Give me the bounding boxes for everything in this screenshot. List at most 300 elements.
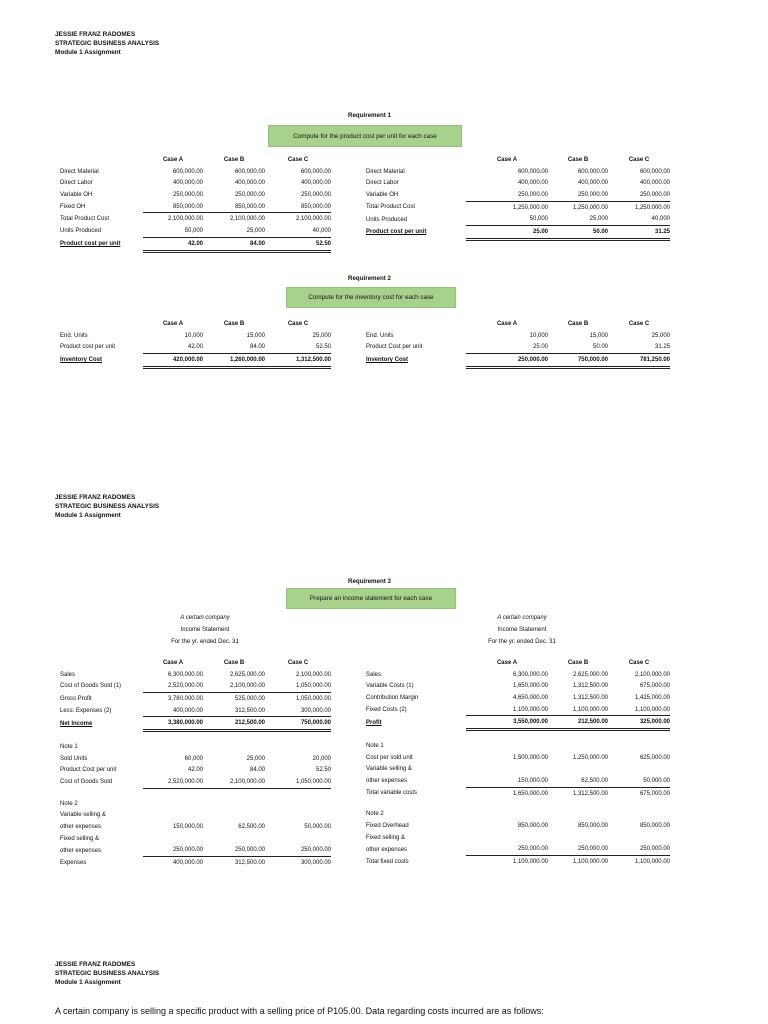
row-value: 3,780,000.00 (167, 695, 203, 702)
row-value: 600,000.00 (577, 168, 608, 175)
case-header-row (60, 657, 331, 669)
table-row (366, 856, 670, 868)
table-row (60, 753, 331, 765)
case-header: Case A (496, 320, 518, 327)
table-row (366, 166, 670, 178)
row-value: 1,250,000.00 (512, 204, 548, 211)
row-label: Direct Material (366, 168, 405, 175)
row-value (608, 809, 670, 821)
row-value: 62,500.00 (548, 775, 608, 787)
req1-title: Requirement 1 (348, 112, 391, 119)
row-value: 250,000.00 (172, 191, 203, 198)
row-value: 150,000.00 (466, 775, 548, 787)
row-value (143, 741, 203, 753)
req2-right-table (366, 318, 670, 369)
row-value: 1,250,000.00 (572, 204, 608, 211)
row-value: 84.00 (203, 237, 265, 251)
table-row (60, 833, 331, 845)
row-value: 600,000.00 (517, 168, 548, 175)
row-value (265, 731, 331, 742)
row-value: 250,000.00 (548, 189, 608, 201)
row-value: 2,520,000.00 (143, 776, 203, 788)
case-header: Case B (567, 659, 589, 666)
row-value (203, 731, 265, 742)
row-value: 250,000.00 (234, 191, 265, 198)
row-value (265, 741, 331, 753)
row-value (608, 800, 670, 809)
case-header-row (366, 318, 670, 330)
row-value: 50,000 (466, 213, 548, 225)
row-value: 1,050,000.00 (295, 695, 331, 702)
assignment-title: Module 1 Assignment (55, 49, 121, 56)
case-header: Case C (287, 156, 309, 163)
table-row (366, 177, 670, 189)
row-value: 52.50 (265, 341, 331, 353)
row-value (548, 730, 608, 741)
row-value (203, 741, 265, 753)
row-value: 750,000.00 (548, 354, 608, 368)
table-row (60, 354, 331, 368)
row-label: Note 2 (366, 811, 384, 818)
row-value (265, 798, 331, 810)
case-header: Case C (628, 156, 650, 163)
row-value: 400,000.00 (517, 180, 548, 187)
table-row (60, 225, 331, 237)
row-value: 600,000.00 (234, 168, 265, 175)
row-value (143, 788, 203, 798)
row-value: 2,100,000.00 (295, 216, 331, 223)
row-value: 40,000 (265, 225, 331, 237)
company-name: A certain company (180, 615, 230, 621)
assignment-title: Module 1 Assignment (55, 979, 121, 986)
row-label: Fixed selling & (366, 834, 406, 841)
row-label: End. Units (60, 332, 88, 339)
row-label: Expenses (60, 859, 87, 866)
case-header: Case A (162, 659, 184, 666)
table-row (366, 226, 670, 240)
table-row (60, 788, 331, 798)
row-value: 1,650,000.00 (512, 683, 548, 690)
row-value: 3,380,000.00 (143, 717, 203, 731)
case-header: Case C (287, 659, 309, 666)
table-row (60, 821, 331, 833)
row-value: 250,000.00 (608, 844, 670, 856)
statement-period: For the yr. ended Dec. 31 (488, 639, 556, 645)
row-value (265, 833, 331, 845)
table-row (60, 717, 331, 731)
row-value: 15,000 (246, 332, 265, 339)
row-value: 1,050,000.00 (265, 776, 331, 788)
row-value: 25.00 (466, 226, 548, 240)
row-value (143, 798, 203, 810)
table-row (60, 237, 331, 251)
table-row (366, 809, 670, 821)
row-value: 2,100,000.00 (634, 671, 670, 678)
req3-title: Requirement 3 (348, 578, 391, 585)
row-label: Sales (60, 671, 76, 678)
row-value (608, 764, 670, 776)
statement-title: Income Statement (180, 627, 230, 633)
case-header: Case A (162, 156, 184, 163)
row-value: 25,000 (246, 755, 265, 762)
row-value: 400,000.00 (639, 180, 670, 187)
row-label: Fixed OH (60, 203, 86, 210)
row-value: 600,000.00 (172, 168, 203, 175)
row-value: 212,500.00 (548, 716, 608, 730)
row-value: 300,000.00 (265, 705, 331, 717)
row-value: 1,250,000.00 (572, 754, 608, 761)
row-value: 1,650,000.00 (512, 790, 548, 797)
table-row (60, 693, 331, 705)
row-label: Inventory Cost (366, 357, 409, 364)
row-value: 400,000.00 (577, 180, 608, 187)
case-header: Case C (628, 320, 650, 327)
req3-left-table (60, 657, 331, 869)
row-value: 50.00 (548, 341, 608, 353)
row-value: 15,000 (589, 332, 608, 339)
row-value: 1,100,000.00 (466, 704, 548, 716)
row-value: 850,000.00 (265, 201, 331, 213)
row-value: 2,520,000.00 (143, 680, 203, 692)
row-value (548, 800, 608, 809)
row-value (203, 810, 265, 822)
row-value: 60,000 (184, 755, 203, 762)
row-label: Sold Units (60, 755, 88, 762)
row-value: 62,500.00 (238, 824, 265, 831)
row-value: 250,000.00 (608, 189, 670, 201)
row-label: Product cost per unit (366, 229, 427, 236)
course-title: STRATEGIC BUSINESS ANALYSIS (55, 503, 160, 510)
row-label: other expenses (366, 778, 408, 785)
row-value: 50,000 (143, 225, 203, 237)
row-value: 1,250,000.00 (634, 204, 670, 211)
table-row (366, 692, 670, 704)
row-value: 675,000.00 (639, 683, 670, 690)
row-value: 675,000.00 (639, 790, 670, 797)
row-value (143, 810, 203, 822)
row-value: 2,625,000.00 (229, 671, 265, 678)
row-value: 250,000.00 (143, 845, 203, 857)
row-label (60, 788, 143, 798)
row-label: Variable OH (60, 191, 93, 198)
case-header-row (60, 318, 331, 330)
table-row (60, 810, 331, 822)
row-value (203, 788, 265, 798)
table-row (60, 741, 331, 753)
row-value: 84.00 (203, 341, 265, 353)
row-value: 850,000.00 (517, 823, 548, 830)
table-row (366, 844, 670, 856)
table-row (60, 166, 331, 178)
row-label: Inventory Cost (60, 357, 103, 364)
row-value: 250,000.00 (466, 354, 548, 368)
row-value: 25,000 (651, 332, 670, 339)
row-value: 20,000 (312, 755, 331, 762)
row-value: 600,000.00 (639, 168, 670, 175)
left-statement-heading (150, 612, 260, 648)
row-label (366, 730, 466, 741)
case-header: Case A (496, 659, 518, 666)
page-header-3 (55, 960, 159, 987)
table-row (366, 832, 670, 844)
case-header: Case B (567, 320, 589, 327)
row-value: 1,100,000.00 (634, 859, 670, 866)
row-value: 325,000.00 (608, 716, 670, 730)
req1-left-table (60, 154, 331, 253)
row-value: 250,000.00 (466, 844, 548, 856)
case-header: Case B (223, 156, 245, 163)
table-row (366, 740, 670, 752)
row-value (203, 833, 265, 845)
row-label: Cost per sold unit (366, 754, 413, 761)
table-row (366, 764, 670, 776)
row-value: 42.00 (143, 237, 203, 251)
row-value: 300,000.00 (300, 860, 331, 867)
row-value: 10,000 (184, 332, 203, 339)
row-value (143, 833, 203, 845)
row-value: 6,300,000.00 (167, 671, 203, 678)
req2-instruction-box: Compute for the inventory cost for each case (286, 287, 456, 308)
table-row (60, 341, 331, 353)
row-value: 250,000.00 (203, 845, 265, 857)
statement-title: Income Statement (497, 627, 547, 633)
table-row (366, 820, 670, 832)
req1-instruction-box: Compute for the product cost per unit for each case (268, 125, 462, 147)
row-label: Product cost per unit (60, 344, 116, 351)
table-row (366, 213, 670, 225)
table-row (60, 189, 331, 201)
table-row (60, 213, 331, 225)
row-value: 250,000.00 (300, 191, 331, 198)
row-value: 2,100,000.00 (229, 216, 265, 223)
table-row (60, 776, 331, 788)
row-label: Note 1 (60, 743, 78, 750)
row-value: 250,000.00 (548, 844, 608, 856)
row-value: 1,100,000.00 (608, 704, 670, 716)
table-row (366, 775, 670, 787)
table-row (60, 669, 331, 681)
row-value (548, 832, 608, 844)
case-header: Case B (223, 320, 245, 327)
row-label: Direct Material (60, 168, 99, 175)
row-value: 400,000.00 (143, 705, 203, 717)
row-label: Fixed selling & (60, 835, 100, 842)
row-value: 400,000.00 (234, 180, 265, 187)
row-value (265, 810, 331, 822)
table-row (366, 330, 670, 342)
row-value: 400,000.00 (300, 180, 331, 187)
table-row (60, 705, 331, 717)
row-value: 2,100,000.00 (203, 776, 265, 788)
table-row (60, 798, 331, 810)
table-row (366, 704, 670, 716)
row-value: 40,000 (608, 213, 670, 225)
row-value: 250,000.00 (265, 845, 331, 857)
row-label: other expenses (60, 824, 102, 831)
row-value (608, 740, 670, 752)
table-row (366, 730, 670, 741)
problem-intro-text: A certain company is selling a specific product with a selling price of P105.00. Data regarding costs incurred are as follows: (55, 1006, 544, 1016)
row-label: Cost of Goods Sold (1) (60, 683, 122, 690)
row-label: Direct Labor (60, 180, 93, 187)
row-label: Cost of Goods Sold (60, 779, 113, 786)
row-value (608, 730, 670, 741)
row-label: Fixed Overhead (366, 823, 409, 830)
row-value: 400,000.00 (172, 860, 203, 867)
row-value: 50,000.00 (304, 824, 331, 831)
row-value: 6,300,000.00 (512, 671, 548, 678)
row-value (466, 832, 548, 844)
row-value: 4,650,000.00 (512, 694, 548, 701)
row-value: 52.50 (265, 237, 331, 251)
case-header: Case A (496, 156, 518, 163)
case-header: Case A (162, 320, 184, 327)
row-value (203, 798, 265, 810)
row-value (608, 832, 670, 844)
table-row (366, 669, 670, 681)
row-label: Gross Profit (60, 695, 92, 702)
row-value: 50,000.00 (608, 775, 670, 787)
row-label: Net Income (60, 720, 93, 727)
row-value: 1,312,500.00 (572, 683, 608, 690)
row-value: 2,625,000.00 (572, 671, 608, 678)
row-label: Total Product Cost (60, 216, 110, 223)
table-row (60, 765, 331, 777)
table-row (366, 341, 670, 353)
row-label: Profit (366, 719, 382, 726)
req1-right-table (366, 154, 670, 241)
row-label: Total Product Cost (366, 204, 416, 211)
row-value: 1,100,000.00 (572, 859, 608, 866)
case-header-row (366, 657, 670, 669)
row-value (466, 764, 548, 776)
row-value: 52.50 (315, 767, 331, 774)
row-value: 212,500.00 (203, 717, 265, 731)
case-header: Case C (287, 320, 309, 327)
company-name: A certain company (497, 615, 547, 621)
req2-title: Requirement 2 (348, 275, 391, 282)
table-row (60, 731, 331, 742)
page-header-1 (55, 30, 159, 57)
table-row (366, 680, 670, 692)
row-value: 1,100,000.00 (512, 859, 548, 866)
case-header: Case B (223, 659, 245, 666)
row-value: 1,312,500.00 (265, 354, 331, 368)
req3-instruction-box: Prepare an income statement for each case (286, 588, 456, 609)
row-label: Total variable costs (366, 790, 418, 797)
row-value: 1,425,000.00 (634, 694, 670, 701)
row-value: 625,000.00 (639, 754, 670, 761)
row-label: Units Produced (366, 216, 408, 223)
row-value: 2,100,000.00 (295, 671, 331, 678)
row-value (548, 809, 608, 821)
table-row (60, 201, 331, 213)
table-row (366, 354, 670, 368)
row-label: Less: Expenses (2) (60, 707, 112, 714)
row-label (366, 800, 466, 809)
right-statement-heading (467, 612, 577, 648)
row-label: Fixed Costs (2) (366, 706, 407, 713)
case-header-row (366, 154, 670, 166)
table-row (366, 716, 670, 730)
row-value (548, 740, 608, 752)
row-value: 2,100,000.00 (203, 680, 265, 692)
row-label: Variable OH (366, 192, 399, 199)
row-value: 600,000.00 (300, 168, 331, 175)
row-value (466, 730, 548, 741)
row-label: Sales (366, 671, 382, 678)
row-label: Note 1 (366, 742, 384, 749)
row-value: 10,000 (529, 332, 548, 339)
req2-left-table (60, 318, 331, 369)
row-value: 1,050,000.00 (265, 680, 331, 692)
table-row (60, 857, 331, 869)
course-title: STRATEGIC BUSINESS ANALYSIS (55, 40, 160, 47)
assignment-title: Module 1 Assignment (55, 512, 121, 519)
row-value: 312,500.00 (203, 705, 265, 717)
case-header: Case C (628, 659, 650, 666)
author-name: JESSIE FRANZ RADOMES (55, 31, 136, 38)
table-row (60, 330, 331, 342)
row-value: 42.00 (143, 341, 203, 353)
row-value (548, 764, 608, 776)
row-value: 31.25 (608, 226, 670, 240)
row-value: 25,000 (203, 225, 265, 237)
author-name: JESSIE FRANZ RADOMES (55, 961, 136, 968)
row-label: Product Cost per unit (366, 344, 423, 351)
row-value: 42.00 (187, 767, 203, 774)
row-label: Units Produced (60, 228, 102, 235)
row-value: 31.25 (608, 341, 670, 353)
row-value: 1,312,500.00 (572, 694, 608, 701)
table-row (366, 752, 670, 764)
row-label: Product cost per unit (60, 241, 121, 248)
row-value (466, 809, 548, 821)
case-header: Case B (567, 156, 589, 163)
statement-period: For the yr. ended Dec. 31 (171, 639, 239, 645)
row-value: 1,100,000.00 (548, 704, 608, 716)
row-value (466, 740, 548, 752)
row-label: Variable selling & (366, 766, 412, 773)
row-value: 312,500.00 (234, 860, 265, 867)
row-label: Product Cost per unit (60, 767, 117, 774)
row-value: 420,000.00 (143, 354, 203, 368)
table-row (366, 800, 670, 809)
table-row (366, 201, 670, 213)
table-row (60, 680, 331, 692)
row-value: 2,100,000.00 (167, 216, 203, 223)
row-value: 25.00 (466, 341, 548, 353)
row-label: other expenses (60, 847, 102, 854)
row-value: 850,000.00 (577, 823, 608, 830)
row-value: 1,312,500.00 (572, 790, 608, 797)
row-value: 50.00 (548, 226, 608, 240)
page-header-2 (55, 493, 159, 520)
row-value: 25,000 (312, 332, 331, 339)
author-name: JESSIE FRANZ RADOMES (55, 494, 136, 501)
case-header-row (60, 154, 331, 166)
row-value: 781,250.00 (608, 354, 670, 368)
row-value: 84.00 (249, 767, 265, 774)
row-value: 850,000.00 (143, 201, 203, 213)
row-label: Variable selling & (60, 812, 106, 819)
row-label (60, 731, 143, 742)
row-value: 150,000.00 (172, 824, 203, 831)
row-label: Direct Labor (366, 180, 399, 187)
row-value: 525,000.00 (234, 695, 265, 702)
course-title: STRATEGIC BUSINESS ANALYSIS (55, 970, 160, 977)
row-label: other expenses (366, 846, 408, 853)
